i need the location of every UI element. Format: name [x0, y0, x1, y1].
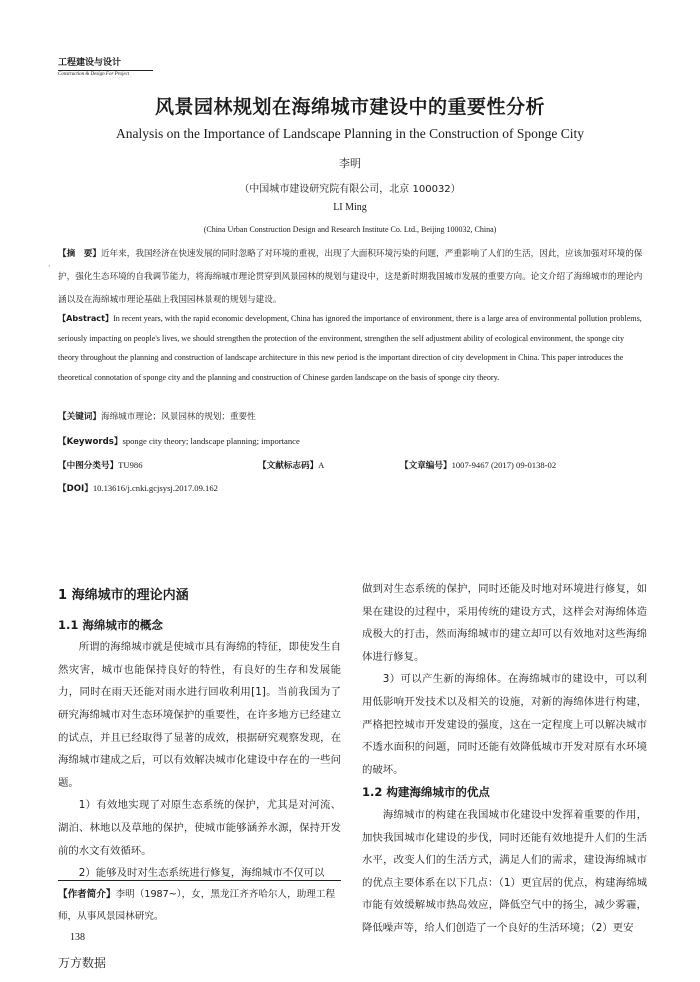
- section-1-heading: 1 海绵城市的理论内涵: [58, 588, 189, 603]
- keywords-cn-text: 海绵城市理论；风景园林的规划；重要性: [100, 412, 256, 422]
- title-english: Analysis on the Importance of Landscape Planning in the Construction of Sponge City: [116, 126, 584, 141]
- section-1-1-heading: 1.1 海绵城市的概念: [58, 617, 163, 632]
- article-number-field: [400, 458, 556, 473]
- paragraph-advantages: 海绵城市的构建在我国城市化建设中发挥着重要的作用，加快我国城市化建设的步伐，同时还能有效地提升人们的生活水平，改变人们的生活方式，满足人们的需求，建设海绵城市的优点主要体系在以下几点：（1）更宜居的优点，构建海绵城市能有效缓解城市热岛效应，降低空气中的扬尘，减少雾霾，降低噪声等，给人们创造了一个良好的生活环境；（2）更安: [362, 808, 647, 934]
- clc-field: [58, 458, 143, 473]
- article-number-label: 【文章编号】: [400, 461, 452, 471]
- footnote-text: 李明（1987~），女，黑龙江齐齐哈尔人，助理工程师，从事风景园林研究。: [58, 889, 336, 922]
- keywords-cn-label: 【关键词】: [58, 412, 101, 422]
- doi-value: 10.13616/j.cnki.gcjsysj.2017.09.162: [92, 483, 218, 493]
- clc-value: TU986: [118, 460, 143, 470]
- abstract-cn-text: 近年来，我国经济在快速发展的同时忽略了对环境的重视，出现了大面积环境污染的问题，严重影响了人们的生活，因此，应该加强对环境的保护，强化生态环境的自我调节能力，将海绵城市理论贯穿到风景园林的规划与建设中，这是新时期我国城市发展的重要方向。论文介绍了海绵城市的理论内涵以及在海绵城市理论基础上我国园林景观的规划与建设。: [58, 249, 643, 305]
- watermark: 万方数据: [58, 956, 107, 970]
- doc-code-label: 【文献标志码】: [258, 461, 319, 471]
- author-chinese: 李明: [339, 157, 361, 170]
- page-number: 138: [70, 932, 85, 943]
- paragraph-point-1: 1）有效地实现了对原生态系统的保护，尤其是对河流、湖泊、林地以及草地的保护，使城市能够涵养水源，保持开发前的水文有效循环。: [58, 799, 341, 857]
- abstract-english: [58, 309, 646, 387]
- author-english: LI Ming: [333, 202, 367, 213]
- journal-subtitle: Construction & Design For Project: [58, 72, 130, 77]
- title-chinese: 风景园林规划在海绵城市建设中的重要性分析: [154, 96, 545, 118]
- footnote-rule: [58, 880, 341, 881]
- keywords-english: [58, 434, 646, 449]
- section-1-2-heading: 1.2 构建海绵城市的优点: [362, 785, 490, 800]
- paragraph-point-3: 3）可以产生新的海绵体。在海绵城市的建设中，可以利用低影响开发技术以及相关的设施，对新的海绵体进行构建，严格把控城市开发建设的强度，这在一定程度上可以解决城市不透水面积的问题，同时还能有效降低城市开发对原有水环境的破坏。: [362, 673, 647, 776]
- left-column: [58, 585, 341, 885]
- keywords-en-label: 【Keywords】: [58, 437, 123, 447]
- right-column: [362, 578, 647, 940]
- abstract-en-text: In recent years, with the rapid economic development, China has ignored the importance of environment, there is a large area of environmental pollution problems, seriously impacting on people's lives, we should strengthen the protection of the environment, strengthen the self adjustment ability of ecological environment, the sponge city theory throughout the planning and construction of landscape architecture in this new period is the important direction of city development in China. This paper introduces the theoretical connotation of sponge city and the planning and construction of Chinese garden landscape on the basis of sponge city theory.: [58, 314, 642, 382]
- doc-code-value: A: [318, 460, 325, 470]
- margin-mark: ·: [48, 262, 51, 271]
- affiliation-english: (China Urban Construction Design and Research Institute Co. Ltd., Beijing 100032, China): [203, 225, 497, 234]
- paragraph-point-2-continued: 做到对生态系统的保护，同时还能及时地对环境进行修复，如果在建设的过程中，采用传统的建设方式，这样会对海绵体造成极大的打击，然而海绵城市的建立却可以有效地对这些海绵体进行修复。: [362, 583, 647, 663]
- journal-header: [58, 58, 153, 78]
- abstract-cn-label: 【摘 要】: [58, 249, 101, 259]
- doi-row: [58, 481, 646, 496]
- journal-name: 工程建设与设计: [58, 58, 122, 68]
- paragraph-concept: 所谓的海绵城市就是使城市具有海绵的特征，即使发生自然灾害，城市也能保持良好的特性，有良好的生存和发展能力，同时在雨天还能对雨水进行回收利用[1]。当前我国为了研究海绵城市对生态环境保护的重要性，在许多地方已经建立的试点，并且已经取得了显著的成效，根据研究观察发现，在海绵城市建成之后，可以有效解决城市化建设中存在的一些问题。: [58, 641, 341, 789]
- keywords-chinese: [58, 410, 646, 424]
- affiliation-chinese: （中国城市建设研究院有限公司，北京 100032）: [239, 184, 461, 195]
- abstract-chinese: [58, 243, 646, 312]
- doc-code-field: [258, 458, 324, 473]
- paragraph-point-2-start: 2）能够及时对生态系统进行修复，海绵城市不仅可以: [78, 867, 325, 880]
- article-number-value: 1007-9467 (2017) 09-0138-02: [451, 460, 557, 470]
- clc-label: 【中图分类号】: [58, 461, 119, 471]
- keywords-en-text: sponge city theory; landscape planning; importance: [122, 436, 300, 446]
- journal-rule: [58, 70, 153, 71]
- abstract-en-label: 【Abstract】: [58, 313, 114, 323]
- footnote-label: 【作者简介】: [58, 889, 116, 900]
- doi-label: 【DOI】: [58, 484, 93, 494]
- author-footnote: [58, 884, 341, 928]
